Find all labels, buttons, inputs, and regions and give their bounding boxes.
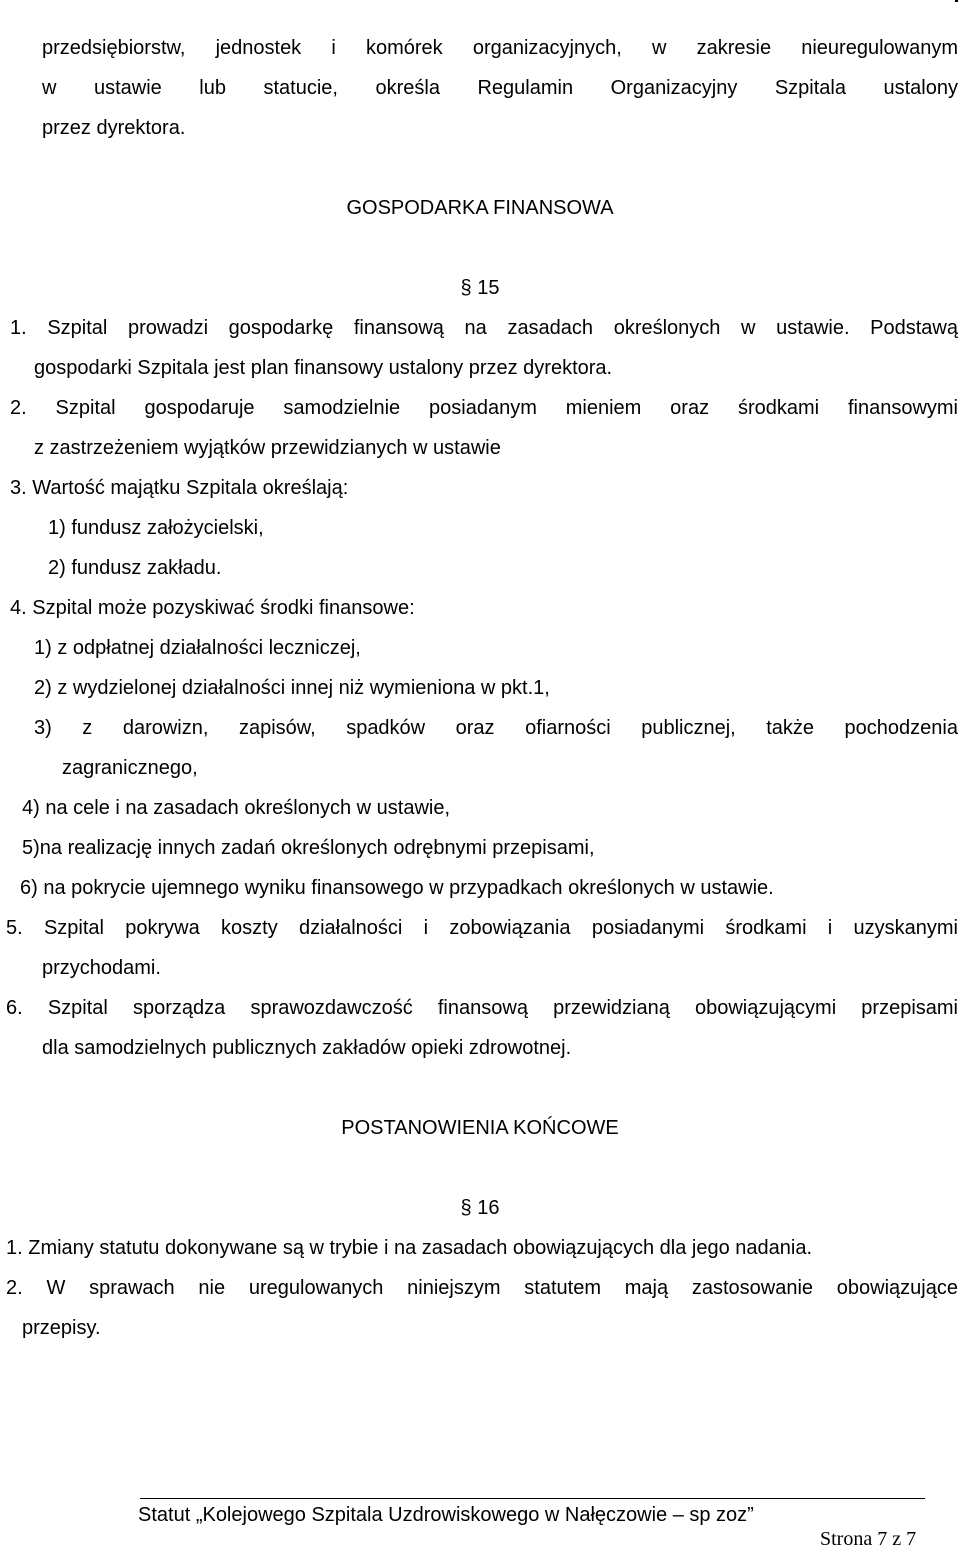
s15-item-5-line-2: przychodami. [42,957,161,979]
s15-item-5-line-1: 5. Szpital pokrywa koszty działalności i zobowiązania posiadanymi środkami i uzyskanymi [6,917,958,939]
s15-item-2-line-2: z zastrzeżeniem wyjątków przewidzianych w ustawie [34,437,501,459]
footer-divider [140,1498,925,1499]
page-corner-mark [955,0,958,2]
paragraph-number-16: § 16 [460,1197,500,1219]
s15-item-3-sub-2: 2) fundusz zakładu. [48,557,222,579]
footer-title: Statut „Kolejowego Szpitala Uzdrowiskowego w Nałęczowie – sp zoz” [138,1504,754,1526]
s16-item-1: 1. Zmiany statutu dokonywane są w trybie i na zasadach obowiązujących dla jego nadania. [6,1237,813,1259]
s15-item-1-line-1: 1. Szpital prowadzi gospodarkę finansową na zasadach określonych w ustawie. Podstawą [10,317,958,339]
intro-line-2: w ustawie lub statucie, określa Regulamin Organizacyjny Szpitala ustalony [42,77,958,99]
s15-item-1-line-2: gospodarki Szpitala jest plan finansowy ustalony przez dyrektora. [34,357,613,379]
s15-item-4-sub-3-line-1: 3) z darowizn, zapisów, spadków oraz ofiarności publicznej, także pochodzenia [34,717,958,739]
s15-item-4-sub-2: 2) z wydzielonej działalności innej niż wymieniona w pkt.1, [34,677,550,699]
s15-item-4-sub-1: 1) z odpłatnej działalności leczniczej, [34,637,361,659]
s15-item-6-line-1: 6. Szpital sporządza sprawozdawczość finansową przewidzianą obowiązującymi przepisami [6,997,958,1019]
s15-item-3-sub-1: 1) fundusz założycielski, [48,517,264,539]
intro-line-3: przez dyrektora. [42,117,186,139]
s16-item-2-line-1: 2. W sprawach nie uregulowanych niniejszym statutem mają zastosowanie obowiązujące [6,1277,958,1299]
page-number: Strona 7 z 7 [820,1528,917,1550]
s15-item-4: 4. Szpital może pozyskiwać środki finansowe: [10,597,415,619]
s15-item-4-sub-3-line-2: zagranicznego, [62,757,198,779]
s15-item-4-sub-4: 4) na cele i na zasadach określonych w ustawie, [22,797,451,819]
s15-item-2-line-1: 2. Szpital gospodaruje samodzielnie posiadanym mieniem oraz środkami finansowymi [10,397,958,419]
s15-item-4-sub-5: 5)na realizację innych zadań określonych odrębnymi przepisami, [22,837,595,859]
s15-item-4-sub-6: 6) na pokrycie ujemnego wyniku finansowego w przypadkach określonych w ustawie. [20,877,774,899]
section-heading-finance: GOSPODARKA FINANSOWA [346,197,614,219]
section-heading-final-provisions: POSTANOWIENIA KOŃCOWE [341,1117,619,1139]
s16-item-2-line-2: przepisy. [22,1317,101,1339]
s15-item-3: 3. Wartość majątku Szpitala określają: [10,477,349,499]
paragraph-number-15: § 15 [460,277,500,299]
s15-item-6-line-2: dla samodzielnych publicznych zakładów opieki zdrowotnej. [42,1037,572,1059]
intro-line-1: przedsiębiorstw, jednostek i komórek organizacyjnych, w zakresie nieuregulowanym [42,37,958,59]
